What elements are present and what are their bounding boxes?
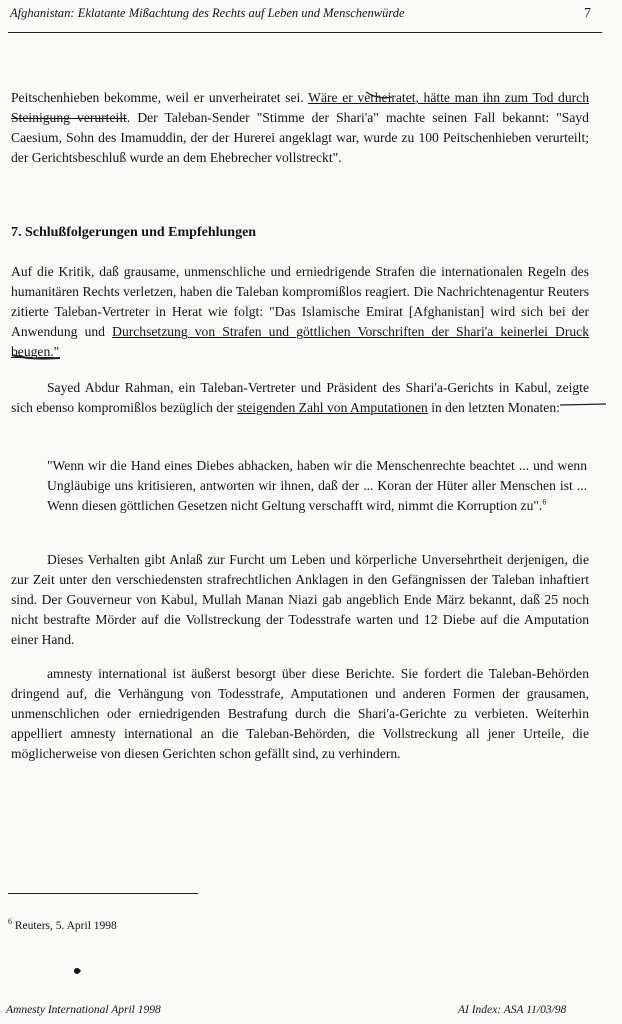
para2-text-a: Auf die Kritik, daß grausame, unmenschliche und erniedrigende Strafen die internationalen Regeln des humanitären Rechts verletzen, haben die Taleban kompromißlos reagiert. Die Nachrichtenagentur Reuters zitierte Taleban-Vertreter in Herat wie folgt: "Das Islamische Emirat [Afghanistan] wird sich bei der Anwendung und xyxy=(11,264,589,339)
para3-text-c: in den letzten Monaten: xyxy=(427,400,560,415)
para3-underlined-text: steigenden Zahl von Amputationen xyxy=(237,400,428,415)
para3-text-a: Sayed Abdur Rahman, ein Taleban-Vertreter und Präsident des Shari'a-Gerichts in Kabul, zeigte sich ebenso kompromißlos bezüglich der xyxy=(11,380,589,415)
section-heading: 7. Schlußfolgerungen und Empfehlungen xyxy=(11,225,257,240)
paragraph-rahman xyxy=(11,378,589,418)
footer-index: AI Index: ASA 11/03/98 xyxy=(458,1004,567,1016)
footnote xyxy=(8,917,117,932)
para1-struck-text: Steinigung verurteilt xyxy=(11,110,127,125)
para1-underlined-text: Wäre er verheiratet, hätte man ihn zum Tod durch xyxy=(308,90,590,105)
para1-text-d: . Der Taleban-Sender "Stimme der Shari'a" machte seinen Fall bekannt: "Sayd Caesium, Sohn des Imamuddin, der der Hurerei angeklagt war, wurde zu 100 Peitschenhieben verurteilt; der Gerichtsbeschluß wurde an dem Ehebrecher vollstreckt". xyxy=(11,110,589,165)
para2-underlined-quote: Durchsetzung von Strafen und göttlichen Vorschriften der Shari'a keinerlei Druck beugen. xyxy=(11,324,589,359)
quote-text: "Wenn wir die Hand eines Diebes abhacken, haben wir die Menschenrechte beachtet ... und wenn Ungläubige uns kritisieren, antworten wir ihnen, daß der ... Koran der Hüter aller Menschen ist ... Wenn diesen göttlichen Gesetzen nicht Geltung verschafft wird, nimmt die Korruption zu". xyxy=(47,458,587,513)
para2-text-c: " xyxy=(53,344,60,359)
running-header-title: Afghanistan: Eklatante Mißachtung des Rechts auf Leben und Menschenwürde xyxy=(10,6,405,20)
footnote-number: 6 xyxy=(8,917,12,927)
paragraph-amnesty: amnesty international ist äußerst besorgt über diese Berichte. Sie fordert die Taleban-Behörden dringend auf, die Verhängung von Todesstrafe, Amputationen und anderen Formen der grausamen, unmenschlichen oder erniedrigenden Bestrafung durch die Shari'a-Gerichte zu verbieten. Weiterhin appelliert amnesty international an die Taleban-Behörden, die Vollstreckung all jener Urteile, die möglicherweise von diesen Gerichten schon gefällt sind, zu verhindern. xyxy=(11,666,589,761)
footnote-divider xyxy=(8,893,198,894)
para1-text-a: Peitschenhieben bekomme, weil er unverheiratet sei. xyxy=(11,90,309,105)
header-divider xyxy=(8,32,602,33)
paragraph-conduct: Dieses Verhalten gibt Anlaß zur Furcht um Leben und körperliche Unversehrtheit derjenigen, die zur Zeit unter den verschiedensten strafrechtlichen Anklagen in den Gefängnissen der Taleban inhaftiert sind. Der Gouverneur von Kabul, Mullah Manan Niazi gab angeblich Ende März bekannt, daß 25 noch nicht bestrafte Mörder auf die Vollstreckung der Todesstrafe warten und 12 Diebe auf die Amputation einer Hand. xyxy=(11,552,589,647)
footnote-reference[interactable]: 6 xyxy=(542,497,547,507)
page-number: 7 xyxy=(584,6,591,21)
footnote-text: Reuters, 5. April 1998 xyxy=(14,920,117,932)
paragraph-criticism xyxy=(11,262,589,362)
ink-mark xyxy=(73,967,81,975)
paragraph-continued xyxy=(11,88,589,168)
block-quote xyxy=(47,456,587,516)
footer-publisher: Amnesty International April 1998 xyxy=(6,1004,161,1016)
